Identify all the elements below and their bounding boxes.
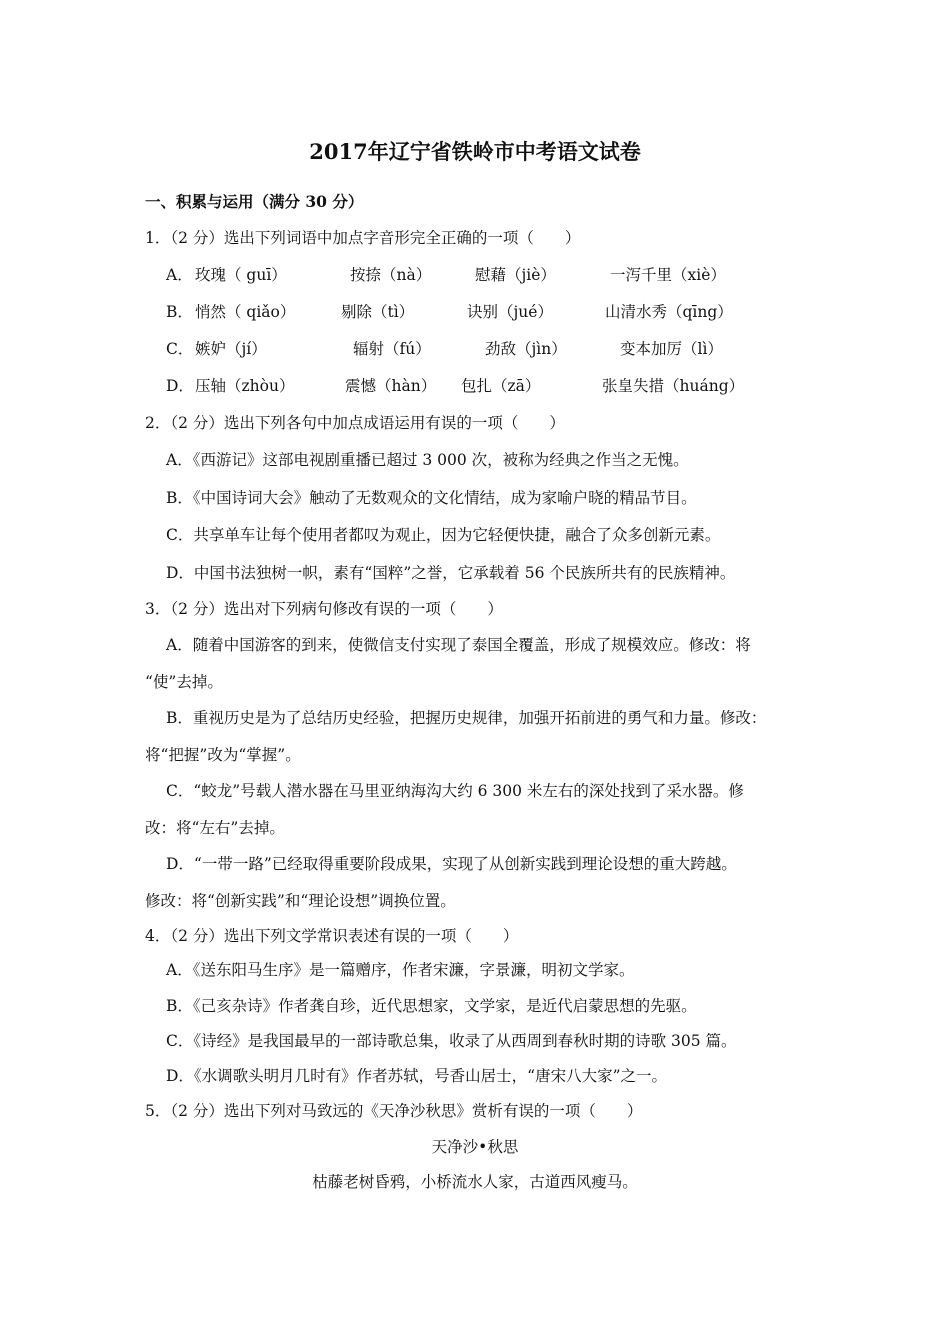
q1-option-b-item: 剔除（tì） [341, 303, 415, 321]
poem-line: 枯藤老树昏鸦，小桥流水人家，古道西风瘦马。 [312, 1173, 638, 1191]
q2-option-c: C．共享单车让每个使用者都叹为观止，因为它轻便快捷，融合了众多创新元素。 [166, 526, 721, 544]
q1-option-d-item: 压轴（zhòu） [195, 377, 295, 395]
q3-option-a-cont: “使”去掉。 [145, 673, 223, 691]
q4-option-d: D．《水调歌头明月几时有》作者苏轼，号香山居士，“唐宋八大家”之一。 [166, 1067, 668, 1085]
q1-option-c-item: 劲敌（jìn） [485, 340, 567, 358]
q1-option-d-item: 震憾（hàn） [345, 377, 437, 395]
q1-option-a-item: 一泻千里（xiè） [610, 266, 726, 284]
q1-option-b-item: 悄然（ qiǎo） [195, 303, 296, 321]
q1-option-d-label: D． [166, 377, 194, 395]
question-1-stem: 1．（2 分）选出下列词语中加点字音形完全正确的一项（ ） [145, 229, 581, 247]
q1-option-b-item: 山清水秀（qīng） [605, 303, 733, 321]
q1-option-c-item: 嫉妒（jí） [195, 340, 267, 358]
q3-option-a: A．随着中国游客的到来，使微信支付实现了泰国全覆盖，形成了规模效应。修改：将 [166, 636, 751, 654]
q1-option-d-item: 张皇失措（huáng） [602, 377, 745, 395]
q1-option-c-label: C． [166, 340, 194, 358]
question-5-stem: 5．（2 分）选出下列对马致远的《天净沙秋思》赏析有误的一项（ ） [145, 1102, 643, 1120]
q3-option-c: C．“蛟龙”号载人潜水器在马里亚纳海沟大约 6 300 米左右的深处找到了采水器。修 [166, 782, 744, 800]
q1-option-b-label: B． [166, 303, 193, 321]
q1-option-c-item: 辐射（fú） [353, 340, 431, 358]
page-title: 2017年辽宁省铁岭市中考语文试卷 [309, 139, 641, 164]
q4-option-c: C．《诗经》是我国最早的一部诗歌总集，收录了从西周到春秋时期的诗歌 305 篇。 [166, 1032, 737, 1050]
q1-option-c-item: 变本加厉（lì） [620, 340, 723, 358]
q1-option-a-item: 玫瑰（ guī） [195, 266, 287, 284]
q1-option-a-item: 按捺（nà） [350, 266, 432, 284]
q2-option-b: B．《中国诗词大会》触动了无数观众的文化情结，成为家喻户晓的精品节目。 [166, 489, 697, 507]
q4-option-b: B．《己亥杂诗》作者龚自珍，近代思想家，文学家，是近代启蒙思想的先驱。 [166, 997, 697, 1015]
q3-option-c-cont: 改：将“左右”去掉。 [145, 819, 285, 837]
q2-option-a: A．《西游记》这部电视剧重播已超过 3 000 次，被称为经典之作当之无愧。 [166, 451, 689, 469]
q3-option-d: D．“一带一路”已经取得重要阶段成果，实现了从创新实践到理论设想的重大跨越。 [166, 855, 737, 873]
question-4-stem: 4．（2 分）选出下列文学常识表述有误的一项（ ） [145, 927, 519, 945]
q3-option-b: B．重视历史是为了总结历史经验，把握历史规律，加强开拓前进的勇气和力量。修改： [166, 709, 767, 727]
q1-option-a-label: A． [166, 266, 193, 284]
q1-option-d-item: 包扎（zā） [461, 377, 541, 395]
q1-option-b-item: 诀别（jué） [467, 303, 553, 321]
q2-option-d: D．中国书法独树一帜，素有“国粹”之誉，它承载着 56 个民族所共有的民族精神。 [166, 564, 736, 582]
poem-title: 天净沙•秋思 [431, 1138, 519, 1156]
q3-option-b-cont: 将“把握”改为“掌握”。 [145, 746, 301, 764]
q1-option-a-item: 慰藉（jiè） [475, 266, 556, 284]
question-2-stem: 2．（2 分）选出下列各句中加点成语运用有误的一项（ ） [145, 414, 565, 432]
q4-option-a: A．《送东阳马生序》是一篇赠序，作者宋濂，字景濂，明初文学家。 [166, 961, 635, 979]
question-3-stem: 3．（2 分）选出对下列病句修改有误的一项（ ） [145, 600, 503, 618]
section-heading: 一、积累与运用（满分 30 分） [145, 192, 364, 211]
q3-option-d-cont: 修改：将“创新实践”和“理论设想”调换位置。 [145, 892, 456, 910]
